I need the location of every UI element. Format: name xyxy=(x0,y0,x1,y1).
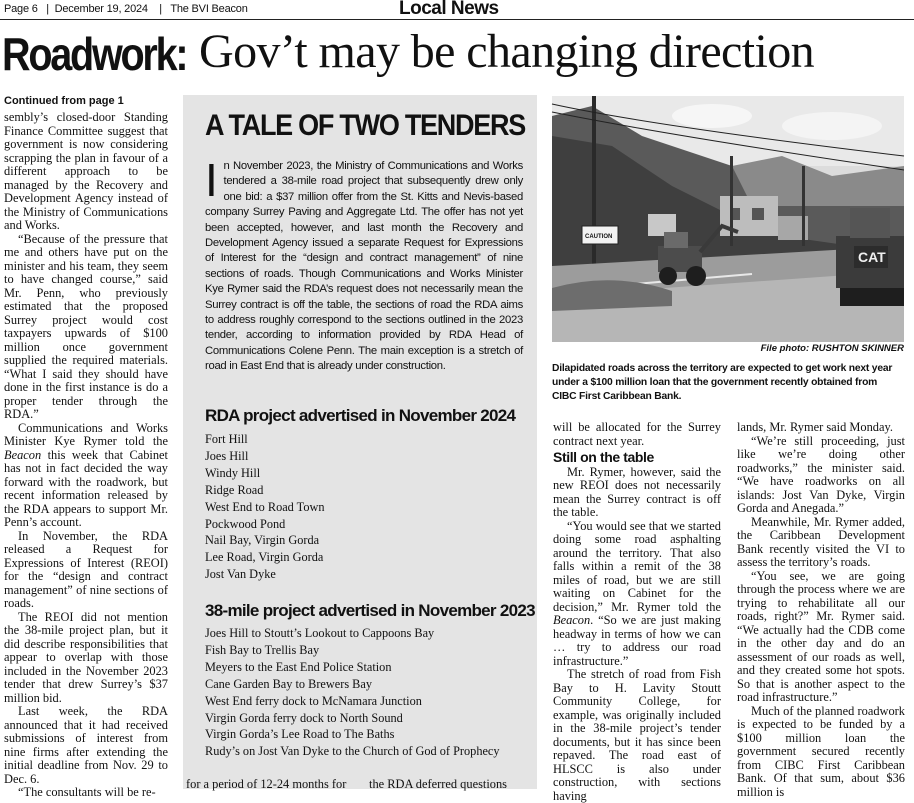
paragraph: sembly’s closed-door Standing Finance Committee suggest that government is now considering scrapping the plan in favour of a different approach to be managed by the Recovery and Development Agency instead of the Ministry of Communications and Works. xyxy=(4,110,168,232)
photo-credit: File photo: RUSHTON SKINNER xyxy=(760,343,904,354)
road-photo xyxy=(552,96,904,342)
rda-project-heading: RDA project advertised in November 2024 xyxy=(205,406,516,425)
list-item: Virgin Gorda’s Lee Road to The Baths xyxy=(205,727,395,742)
headline-kicker: Roadwork: xyxy=(2,28,187,80)
separator: | xyxy=(150,3,168,15)
caution-sign-text: CAUTION xyxy=(585,234,613,240)
paragraph-text: “You would see that we started doing some road asphalting around the territory. That also falls within a remit of the 38 miles of road, but we are still waiting on Cabinet for the decision,” Mr. Rymer told the xyxy=(553,518,721,614)
paragraph: “Because of the pressure that me and others have put on the minister and his team, they seem to have changed course,” said Mr. Penn, who previously estimated that the proposed Surrey project would cost taxpayers upwards of $100 million once government supplied the required materials. “What I said they should have done in the first instance is do a proper tender through the RDA.” xyxy=(4,231,168,421)
paragraph: “We’re still proceeding, just like we’re doing other roadworks,” the minister said. “We have roadworks on all islands: Jost Van Dyke, Virgin Gorda and Anegada.” xyxy=(737,433,905,515)
article-column-3 xyxy=(553,420,721,803)
paragraph: The stretch of road from Fish Bay to H. Lavity Stoutt Community College, for example, was originally included in the 38-mile project’s tender documents, but it has since been repaved. The road east of HLSCC is also under construction, with sections having xyxy=(553,667,721,803)
list-item: West End ferry dock to McNamara Junction xyxy=(205,693,422,708)
paragraph xyxy=(4,422,168,530)
list-item: Joes Hill to Stoutt’s Lookout to Cappoons Bay xyxy=(205,626,435,640)
article-column-1 xyxy=(4,110,168,799)
list-item: Fish Bay to Trellis Bay xyxy=(205,642,320,657)
issue-date: December 19, 2024 xyxy=(54,3,148,15)
paragraph-text: this week that Cabinet has not in fact decided the way forward with the roadwork, but recent information released by the RDA appears to support Mr. Penn’s account. xyxy=(4,447,168,529)
separator: | xyxy=(40,3,52,15)
list-item: Meyers to the East End Police Station xyxy=(205,659,392,674)
paragraph-text: . “So we are just making headway in terms of how we can … try to address our road infrastructure.” xyxy=(553,613,721,668)
tenders-sidebar xyxy=(183,95,537,789)
sidebar-intro-text: n November 2023, the Ministry of Communications and Works tendered a 38-mile road project that subsequently drew only one bid: a $37 million offer from the St. Kitts and Nevis-based company Surrey Paving and Aggregate Ltd. The offer has not yet been accepted, however, and last month the Recovery and Development Agency issued a separate Request for Expressions of Interest for the “design and contract management” of nine sections of roads. Though Communications and Works Minister Kye Rymer said the RDA’s request does not necessarily mean the Surrey contract is off the table, the sections of road the RDA aims to address roughly correspond to the sections outlined in the 2023 tender, according to information provided by RDA Head of Communications Colene Penn. The main exception is a stretch of road in East End that is already under construction. xyxy=(205,160,523,373)
road-photo-illustration xyxy=(552,96,904,342)
list-item: Rudy’s on Jost Van Dyke to the Church of God of Prophecy xyxy=(205,744,500,759)
drop-cap: I xyxy=(205,154,218,206)
paragraph: “The consultants will be re- xyxy=(18,785,156,799)
section-title: Local News xyxy=(399,0,499,19)
paper-name-italic: Beacon xyxy=(4,447,42,462)
page-number: Page 6 xyxy=(4,3,38,15)
38-mile-project-heading: 38-mile project advertised in November 2023 xyxy=(205,601,535,620)
sidebar-intro xyxy=(205,154,523,375)
masthead-rule xyxy=(0,19,914,20)
photo-caption: Dilapidated roads across the territory are expected to get work next year under a $100 million loan that the government recently obtained from CIBC First Caribbean Bank. xyxy=(552,363,893,403)
paragraph: Mr. Rymer, however, said the new REOI does not necessarily mean the Surrey contract is off the table. xyxy=(553,464,721,519)
list-item: Virgin Gorda ferry dock to North Sound xyxy=(205,710,403,725)
paragraph: will be allocated for the Surrey contract next year. xyxy=(553,420,721,448)
list-item: Cane Garden Bay to Brewers Bay xyxy=(205,676,372,691)
list-item: Fort Hill xyxy=(205,432,248,446)
list-item: Ridge Road xyxy=(205,482,264,497)
subheading: Still on the table xyxy=(553,449,654,465)
list-item: Nail Bay, Virgin Gorda xyxy=(205,533,320,548)
paper-name: The BVI Beacon xyxy=(170,3,248,15)
list-item: West End to Road Town xyxy=(205,499,325,514)
continued-label: Continued from page 1 xyxy=(4,95,124,107)
paragraph: In November, the RDA released a Request for Expressions of Interest (REOI) for the “design and contract management” of nine sections of roads. xyxy=(4,528,168,610)
machine-brand-label: CAT xyxy=(858,249,886,265)
list-item: Lee Road, Virgin Gorda xyxy=(205,550,324,565)
list-item: Pockwood Pond xyxy=(205,516,286,531)
sidebar-title: A TALE OF TWO TENDERS xyxy=(205,109,526,142)
list-item: Windy Hill xyxy=(205,465,261,480)
paragraph: Much of the planned roadwork is expected to be funded by a $100 million loan the government secured recently from CIBC First Caribbean Bank. Of that sum, about $36 million is xyxy=(737,703,905,799)
paragraph: Meanwhile, Mr. Rymer added, the Caribbean Development Bank recently visited the VI to assess the territory’s roads. xyxy=(737,514,905,569)
paragraph xyxy=(553,520,721,669)
masthead xyxy=(0,0,914,22)
paragraph-text: Communications and Works Minister Kye Rymer told the xyxy=(4,420,168,448)
rda-roads-list xyxy=(205,431,325,583)
paragraph: The REOI did not mention the 38-mile project plan, but it did describe responsibilities that appear to overlap with those included in the November 2023 tender that drew Surrey’s $37 million bid. xyxy=(4,609,168,705)
headline xyxy=(2,27,914,83)
masthead-meta xyxy=(4,3,248,15)
continuation-text-right: the RDA deferred questions xyxy=(369,777,507,791)
headline-deck: Gov’t may be changing direction xyxy=(199,25,815,78)
list-item: Jost Van Dyke xyxy=(205,567,276,582)
continuation-text-left: for a period of 12-24 months for xyxy=(186,777,347,791)
paragraph: “You see, we are going through the process where we are trying to rehabilitate all our roads, right?” Mr. Rymer said. “We actually had the CDB come in the other day and do an assessment of our roads as well, and they created some hot spots. So that is another aspect to the road infrastructure.” xyxy=(737,568,905,704)
paper-name-italic: Beacon xyxy=(553,613,591,627)
article-column-4 xyxy=(737,420,905,799)
paragraph: lands, Mr. Rymer said Monday. xyxy=(737,420,893,434)
list-item: Joes Hill xyxy=(205,448,249,463)
paragraph: Last week, the RDA announced that it had received submissions of interest from nine firms after extending the initial deadline from Nov. 29 to Dec. 6. xyxy=(4,704,168,786)
38-mile-roads-list xyxy=(205,625,500,760)
